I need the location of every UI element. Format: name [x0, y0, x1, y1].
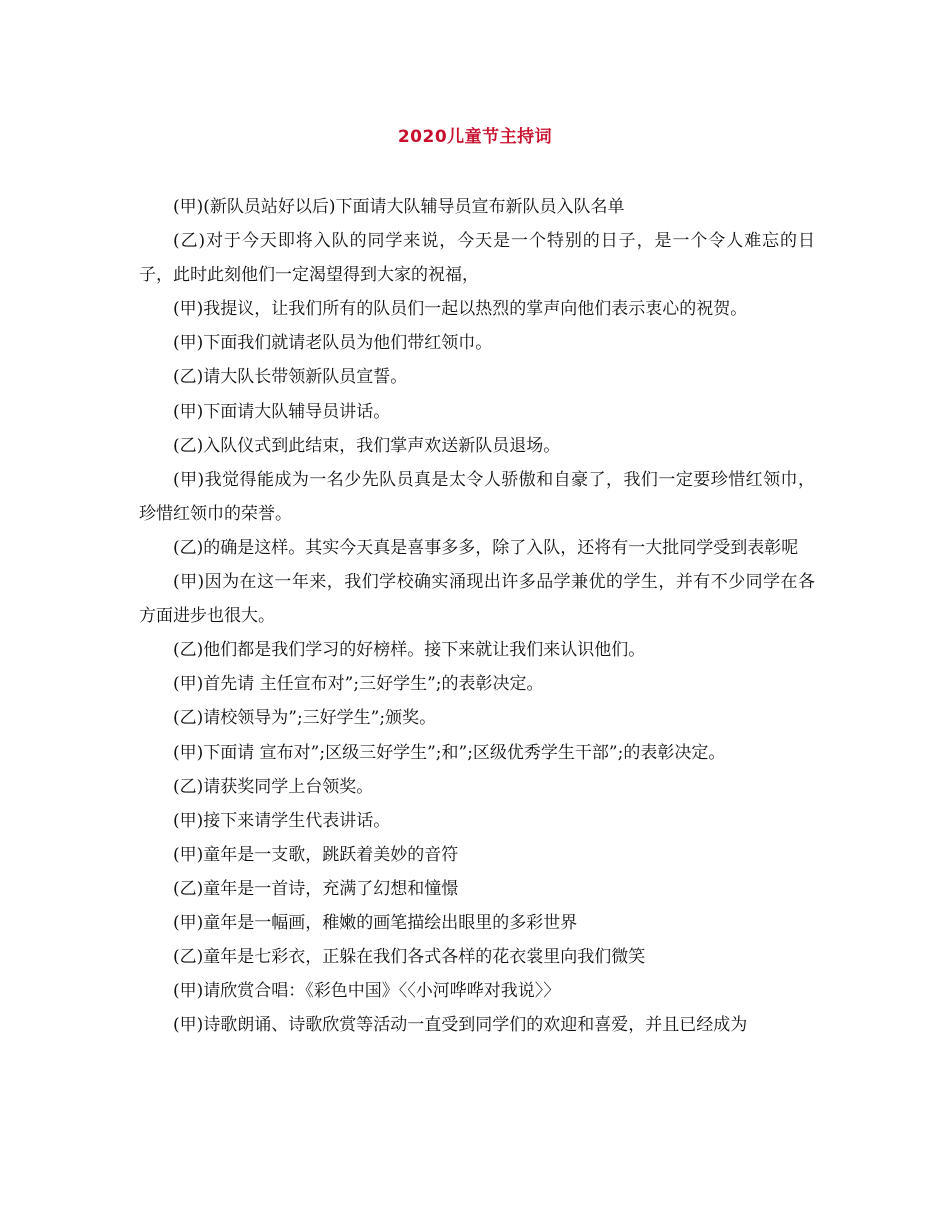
paragraph: (甲)请欣赏合唱：《彩色中国》〈〈小河哗哗对我说〉〉	[173, 981, 561, 1002]
paragraph: (乙)童年是七彩衣，正躲在我们各式各样的花衣裳里向我们微笑	[173, 947, 646, 968]
paragraph: (甲)诗歌朗诵、诗歌欣赏等活动一直受到同学们的欢迎和喜爱，并且已经成为	[173, 1015, 748, 1036]
paragraph: (甲)童年是一支歌，跳跃着美妙的音符	[173, 844, 459, 865]
document-title: 2020儿童节主持词	[397, 127, 553, 147]
paragraph: (甲)童年是一幅画，稚嫩的画笔描绘出眼里的多彩世界	[173, 912, 578, 933]
paragraph: (乙)对于今天即将入队的同学来说，今天是一个特别的日子，是一个令人难忘的日子，此时此刻他们一定渴望得到大家的祝福，	[139, 231, 815, 286]
paragraph: (乙)童年是一首诗，充满了幻想和憧憬	[173, 878, 459, 899]
paragraph: (甲)下面请 宣布对”;区级三好学生”;和”;区级优秀学生干部”;的表彰决定。	[173, 742, 726, 763]
document-body	[139, 190, 815, 1042]
paragraph: (甲)接下来请学生代表讲话。	[173, 810, 391, 831]
paragraph: (乙)请获奖同学上台领奖。	[173, 776, 374, 797]
paragraph: (甲)因为在这一年来，我们学校确实涌现出许多品学兼优的学生，并有不少同学在各方面进步也很大。	[139, 572, 815, 627]
paragraph: (甲)我提议，让我们所有的队员们一起以热烈的掌声向他们表示衷心的祝贺。	[173, 299, 748, 320]
paragraph: (甲)下面请大队辅导员讲话。	[173, 401, 391, 422]
paragraph: (乙)请校领导为”;三好学生”;颁奖。	[173, 708, 437, 729]
paragraph: (甲)(新队员站好以后)下面请大队辅导员宣布新队员入队名单	[173, 197, 625, 217]
paragraph: (甲)首先请 主任宣布对”;三好学生”;的表彰决定。	[173, 674, 544, 695]
paragraph: (乙)的确是这样。其实今天真是喜事多多，除了入队，还将有一大批同学受到表彰呢	[173, 537, 799, 558]
paragraph: (乙)他们都是我们学习的好榜样。接下来就让我们来认识他们。	[173, 640, 646, 661]
paragraph: (甲)我觉得能成为一名少先队员真是太令人骄傲和自豪了，我们一定要珍惜红领巾，珍惜红领巾的荣誉。	[139, 469, 815, 524]
paragraph: (甲)下面我们就请老队员为他们带红领巾。	[173, 333, 493, 354]
paragraph: (乙)入队仪式到此结束，我们掌声欢送新队员退场。	[173, 435, 561, 456]
paragraph: (乙)请大队长带领新队员宣誓。	[173, 367, 408, 388]
